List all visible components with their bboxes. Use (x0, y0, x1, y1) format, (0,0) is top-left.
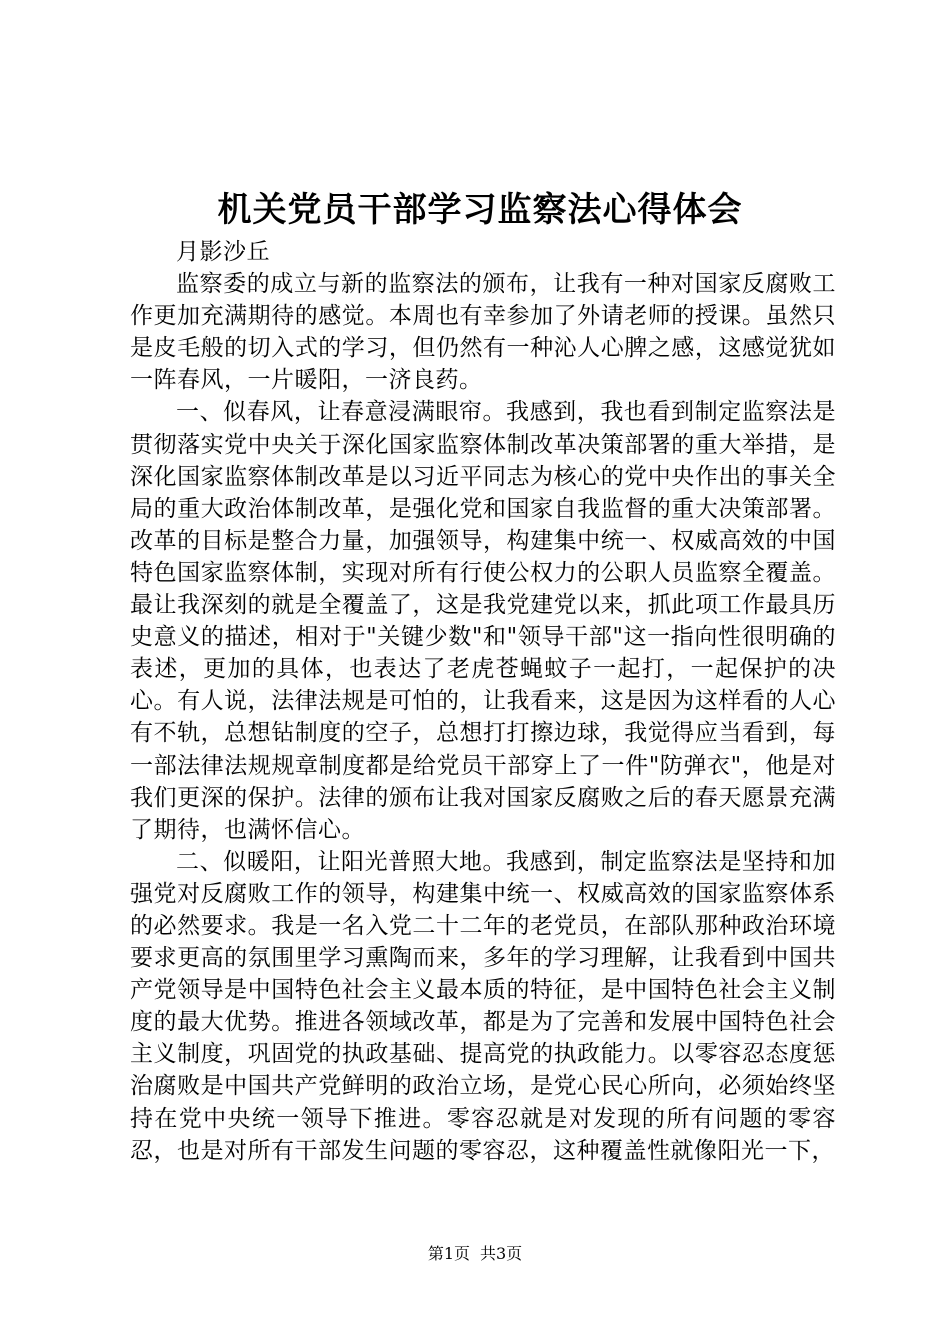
document-title: 机关党员干部学习监察法心得体会 (217, 190, 743, 230)
paragraph-warm-sun: 二、似暖阳，让阳光普照大地。我感到，制定监察法是坚持和加强党对反腐败工作的领导，构建集中统一、权威高效的国家监察体系的必然要求。我是一名入党二十二年的老党员，在部队那种政治环境要求更高的氛围里学习熏陶而来，多年的学习理解，让我看到中国共产党领导是中国特色社会主义最本质的特征，是中国特色社会主义制度的最大优势。推进各领域改革，都是为了完善和发展中国特色社会主义制度，巩固党的执政基础、提高党的执政能力。以零容忍态度惩治腐败是中国共产党鲜明的政治立场，是党心民心所向，必须始终坚持在党中央统一领导下推进。零容忍就是对发现的所有问题的零容忍，也是对所有干部发生问题的零容忍，这种覆盖性就像阳光一下， (130, 848, 836, 1164)
paragraph-intro: 监察委的成立与新的监察法的颁布，让我有一种对国家反腐败工作更加充满期待的感觉。本周也有幸参加了外请老师的授课。虽然只是皮毛般的切入式的学习，但仍然有一种沁人心脾之感，这感觉犹如一阵春风，一片暖阳，一济良药。 (130, 271, 836, 394)
page-total: 共3页 (480, 1244, 523, 1263)
document-body (130, 236, 836, 1167)
author-line: 月影沙丘 (176, 239, 270, 265)
page-number: 第1页 (427, 1244, 470, 1263)
page-footer (0, 1243, 950, 1265)
paragraph-spring-breeze: 一、似春风，让春意浸满眼帘。我感到，我也看到制定监察法是贯彻落实党中央关于深化国家监察体制改革决策部署的重大举措，是深化国家监察体制改革是以习近平同志为核心的党中央作出的事关全局的重大政治体制改革，是强化党和国家自我监督的重大决策部署。改革的目标是整合力量，加强领导，构建集中统一、权威高效的中国特色国家监察体制，实现对所有行使公权力的公职人员监察全覆盖。最让我深刻的就是全覆盖了，这是我党建党以来，抓此项工作最具历史意义的描述，相对于"关键少数"和"领导干部"这一指向性很明确的表述，更加的具体，也表达了老虎苍蝇蚊子一起打，一起保护的决心。有人说，法律法规是可怕的，让我看来，这是因为这样看的人心有不轨，总想钻制度的空子，总想打打擦边球，我觉得应当看到，每一部法律法规规章制度都是给党员干部穿上了一件"防弹衣"，他是对我们更深的保护。法律的颁布让我对国家反腐败之后的春天愿景充满了期待，也满怀信心。 (130, 399, 836, 843)
